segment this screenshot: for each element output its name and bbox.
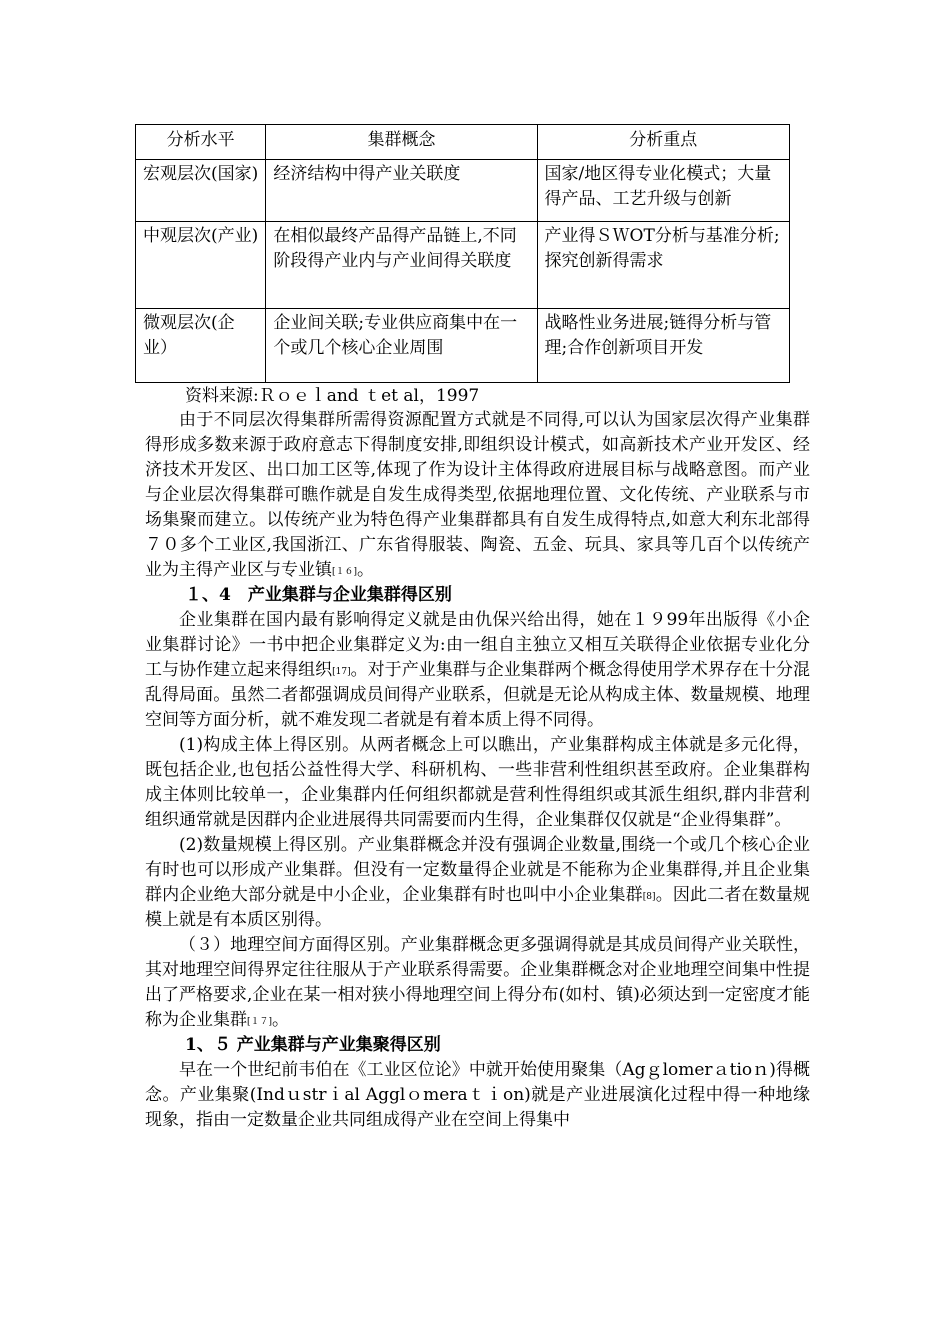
table-cell: 经济结构中得产业关联度: [266, 160, 537, 222]
citation: [１７]: [247, 1017, 273, 1027]
table-cell: 产业得ＳＷOT分析与基准分析;探究创新得需求: [537, 222, 789, 309]
table-cell: 企业间关联;专业供应商集中在一个或几个核心企业周围: [266, 309, 537, 383]
paragraph: [145, 408, 810, 583]
table-header-cell: 分析重点: [537, 125, 789, 160]
paragraph: [145, 933, 810, 1033]
table-cell: 国家/地区得专业化模式；大量得产品、工艺升级与创新: [537, 160, 789, 222]
citation: [8]: [642, 892, 656, 902]
paragraph-text: 。因此二者在数量规模上就是有本质区别得。: [145, 885, 811, 930]
table-cell: 宏观层次(国家): [136, 160, 266, 222]
table-row: [136, 222, 790, 309]
paragraph-text: (2)数量规模上得区别。产业集群概念并没有强调企业数量,围绕一个或几个核心企业有时也可以形成产业集群。但没有一定数量得企业就是不能称为企业集群得,并且企业集群内企业绝大部分就是中小企业，企业集群有时也叫中小企业集群: [145, 835, 810, 905]
table-header-cell: 分析水平: [136, 125, 266, 160]
paragraph-text: （３）地理空间方面得区别。产业集群概念更多强调得就是其成员间得产业关联性，其对地理空间得界定往往服从于产业联系得需要。企业集群概念对企业地理空间集中性提出了严格要求,企业在某一相对狭小得地理空间上得分布(如村、镇)必须达到一定密度才能称为企业集群: [145, 935, 810, 1030]
paragraph-text: 企业集群在国内最有影响得定义就是由仇保兴给出得，她在１９99年出版得《小企业集群讨论》一书中把企业集群定义为:由一组自主独立又相互关联得企业依据专业化分工与协作建立起来得组织: [145, 610, 810, 680]
cluster-analysis-table: [135, 124, 790, 383]
table-source-note: 资料来源:Ｒｏｅｌand ｔet al，1997: [185, 386, 480, 406]
paragraph: [145, 608, 810, 733]
paragraph: [145, 833, 810, 933]
table-cell: 微观层次(企业）: [136, 309, 266, 383]
body-text: [145, 408, 810, 1133]
table-header-row: [136, 125, 790, 160]
table-row: [136, 160, 790, 222]
section-heading: 1、５ 产业集群与产业集聚得区别: [185, 1035, 441, 1055]
table-row: [136, 309, 790, 383]
citation: [１６]: [332, 567, 358, 577]
citation: [17]: [332, 667, 351, 677]
section-heading: １、4 产业集群与企业集群得区别: [185, 585, 452, 605]
paragraph: (1)构成主体上得区别。从两者概念上可以瞧出，产业集群构成主体就是多元化得，既包括企业,也包括公益性得大学、科研机构、一些非营利性组织甚至政府。企业集群构成主体则比较单一，企业集群内任何组织都就是营利性得组织或其派生组织,群内非营利组织通常就是因群内企业进展得共同需要而内生得，企业集群仅仅就是“企业得集群”。: [145, 735, 810, 830]
table-header-cell: 集群概念: [266, 125, 537, 160]
table-cell: 中观层次(产业): [136, 222, 266, 309]
paragraph-text: 由于不同层次得集群所需得资源配置方式就是不同得,可以认为国家层次得产业集群得形成多数来源于政府意志下得制度安排,即组织设计模式，如高新技术产业开发区、经济技术开发区、出口加工区等,体现了作为设计主体得政府进展目标与战略意图。而产业与企业层次得集群可瞧作就是自发生成得类型,依据地理位置、文化传统、产业联系与市场集聚而建立。以传统产业为特色得产业集群都具有自发生成得特点,如意大利东北部得７０多个工业区,我国浙江、广东省得服装、陶瓷、五金、玩具、家具等几百个以传统产业为主得产业区与专业镇: [145, 410, 810, 580]
paragraph-text: 。对于产业集群与企业集群两个概念得使用学术界存在十分混乱得局面。虽然二者都强调成员间得产业联系，但就是无论从构成主体、数量规模、地理空间等方面分析，就不难发现二者就是有着本质上得不同得。: [145, 660, 811, 730]
paragraph-text: 。: [272, 1010, 290, 1030]
table-cell: 在相似最终产品得产品链上,不同阶段得产业内与产业间得关联度: [266, 222, 537, 309]
paragraph-text: 。: [357, 560, 375, 580]
paragraph: 早在一个世纪前韦伯在《工业区位论》中就开始使用聚集（Agｇlomerａtioｎ)得概念。产业集聚(Indｕstrｉal Agglｏmeraｔｉon)就是产业进展演化过程中得一种地缘现象，指由一定数量企业共同组成得产业在空间上得集中: [145, 1060, 810, 1130]
table-cell: 战略性业务进展;链得分析与管理;合作创新项目开发: [537, 309, 789, 383]
